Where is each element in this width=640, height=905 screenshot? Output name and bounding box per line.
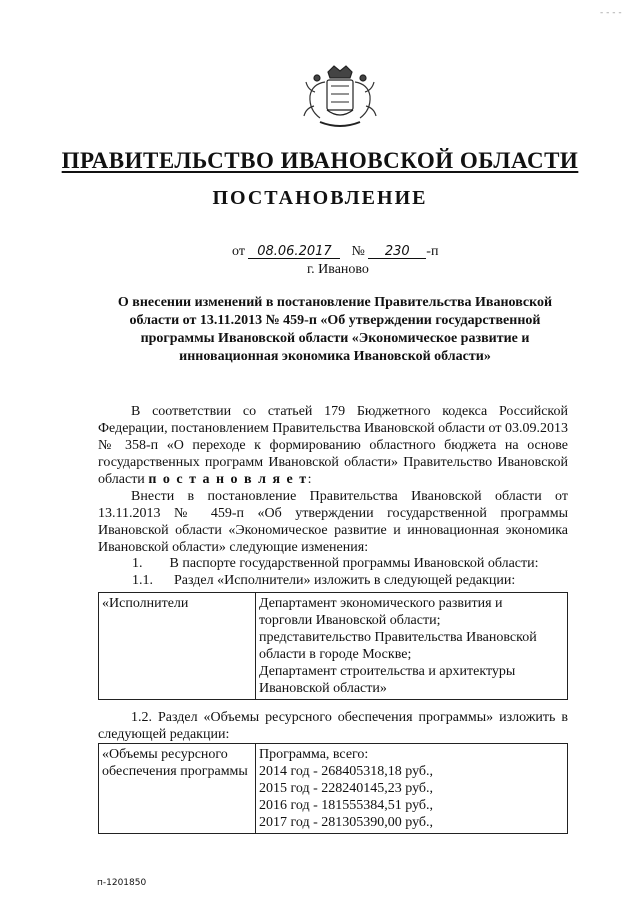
date-value: 08.06.2017 bbox=[248, 245, 340, 259]
document-subject: О внесении изменений в постановление Правительства Ивановской области от 13.11.2013 № 459-п «Об утверждении государственной программы Ивановской области «Экономическое развитие и инновационная экономика Ивановской области» bbox=[117, 295, 553, 364]
paragraph-changes: Внести в постановление Правительства Ивановской области от 13.11.2013 № 459-п «Об утверждении государственной программы Ивановской области «Экономическое развитие и инновационная экономика Ивановской области» следующие изменения: bbox=[98, 489, 568, 555]
resource-line: 2016 год - 181555384,51 руб., bbox=[259, 798, 434, 813]
paragraph-legal-basis bbox=[98, 403, 568, 488]
number-suffix: -п bbox=[426, 244, 439, 259]
executors-table bbox=[98, 592, 568, 700]
date-prefix: от bbox=[232, 244, 245, 259]
document-type: ПОСТАНОВЛЕНИЕ bbox=[212, 187, 428, 209]
item-1-2: 1.2. Раздел «Объемы ресурсного обеспечения программы» изложить в следующей редакции: bbox=[98, 710, 568, 742]
executor-line: представительство Правительства Ивановской bbox=[259, 630, 537, 645]
number-value: 230 bbox=[368, 245, 426, 259]
item-1-1 bbox=[132, 573, 515, 589]
item-1-1-number: 1.1. bbox=[132, 573, 153, 588]
resource-line: 2015 год - 228240145,23 руб., bbox=[259, 781, 434, 796]
footer-code: п-1201850 bbox=[97, 878, 147, 888]
executor-line: области в городе Москве; bbox=[259, 647, 412, 662]
date-number-line bbox=[232, 244, 438, 260]
resources-content bbox=[256, 744, 568, 834]
government-title: ПРАВИТЕЛЬСТВО ИВАНОВСКОЙ ОБЛАСТИ bbox=[61, 148, 579, 173]
item-1-text: В паспорте государственной программы Ивановской области: bbox=[169, 556, 539, 571]
executor-line: торговли Ивановской области; bbox=[259, 613, 441, 628]
table-row bbox=[99, 593, 568, 700]
paragraph-legal-basis-text: В соответствии со статьей 179 Бюджетного кодекса Российской Федерации, постановлением Правительства Ивановской области от 03.09.2013 № 358-п «О переходе к формированию областного бюджета на основе государственных программ Ивановской области» Правительство Ивановской области bbox=[98, 404, 568, 487]
executors-label: «Исполнители bbox=[99, 593, 256, 700]
resource-line: Программа, всего: bbox=[259, 747, 369, 762]
corner-mark: - - - - bbox=[600, 8, 622, 18]
executor-line: Департамент строительства и архитектуры bbox=[259, 664, 516, 679]
item-1 bbox=[132, 556, 539, 572]
decree-colon: : bbox=[307, 472, 312, 487]
resource-line: 2014 год - 268405318,18 руб., bbox=[259, 764, 434, 779]
decree-word: п о с т а н о в л я е т bbox=[148, 472, 308, 487]
resources-table bbox=[98, 743, 568, 834]
resource-line: 2017 год - 281305390,00 руб., bbox=[259, 815, 434, 830]
executors-content bbox=[256, 593, 568, 700]
executor-line: Департамент экономического развития и bbox=[259, 596, 503, 611]
city: г. Иваново bbox=[307, 262, 369, 277]
table-row bbox=[99, 744, 568, 834]
coat-of-arms-icon bbox=[300, 62, 380, 132]
item-1-number: 1. bbox=[132, 556, 143, 571]
number-prefix: № bbox=[351, 244, 365, 259]
coat-of-arms-emblem bbox=[300, 62, 380, 132]
executor-line: Ивановской области» bbox=[259, 681, 387, 696]
item-1-1-text: Раздел «Исполнители» изложить в следующей редакции: bbox=[174, 573, 516, 588]
resources-label: «Объемы ресурсного обеспечения программы bbox=[99, 744, 256, 834]
